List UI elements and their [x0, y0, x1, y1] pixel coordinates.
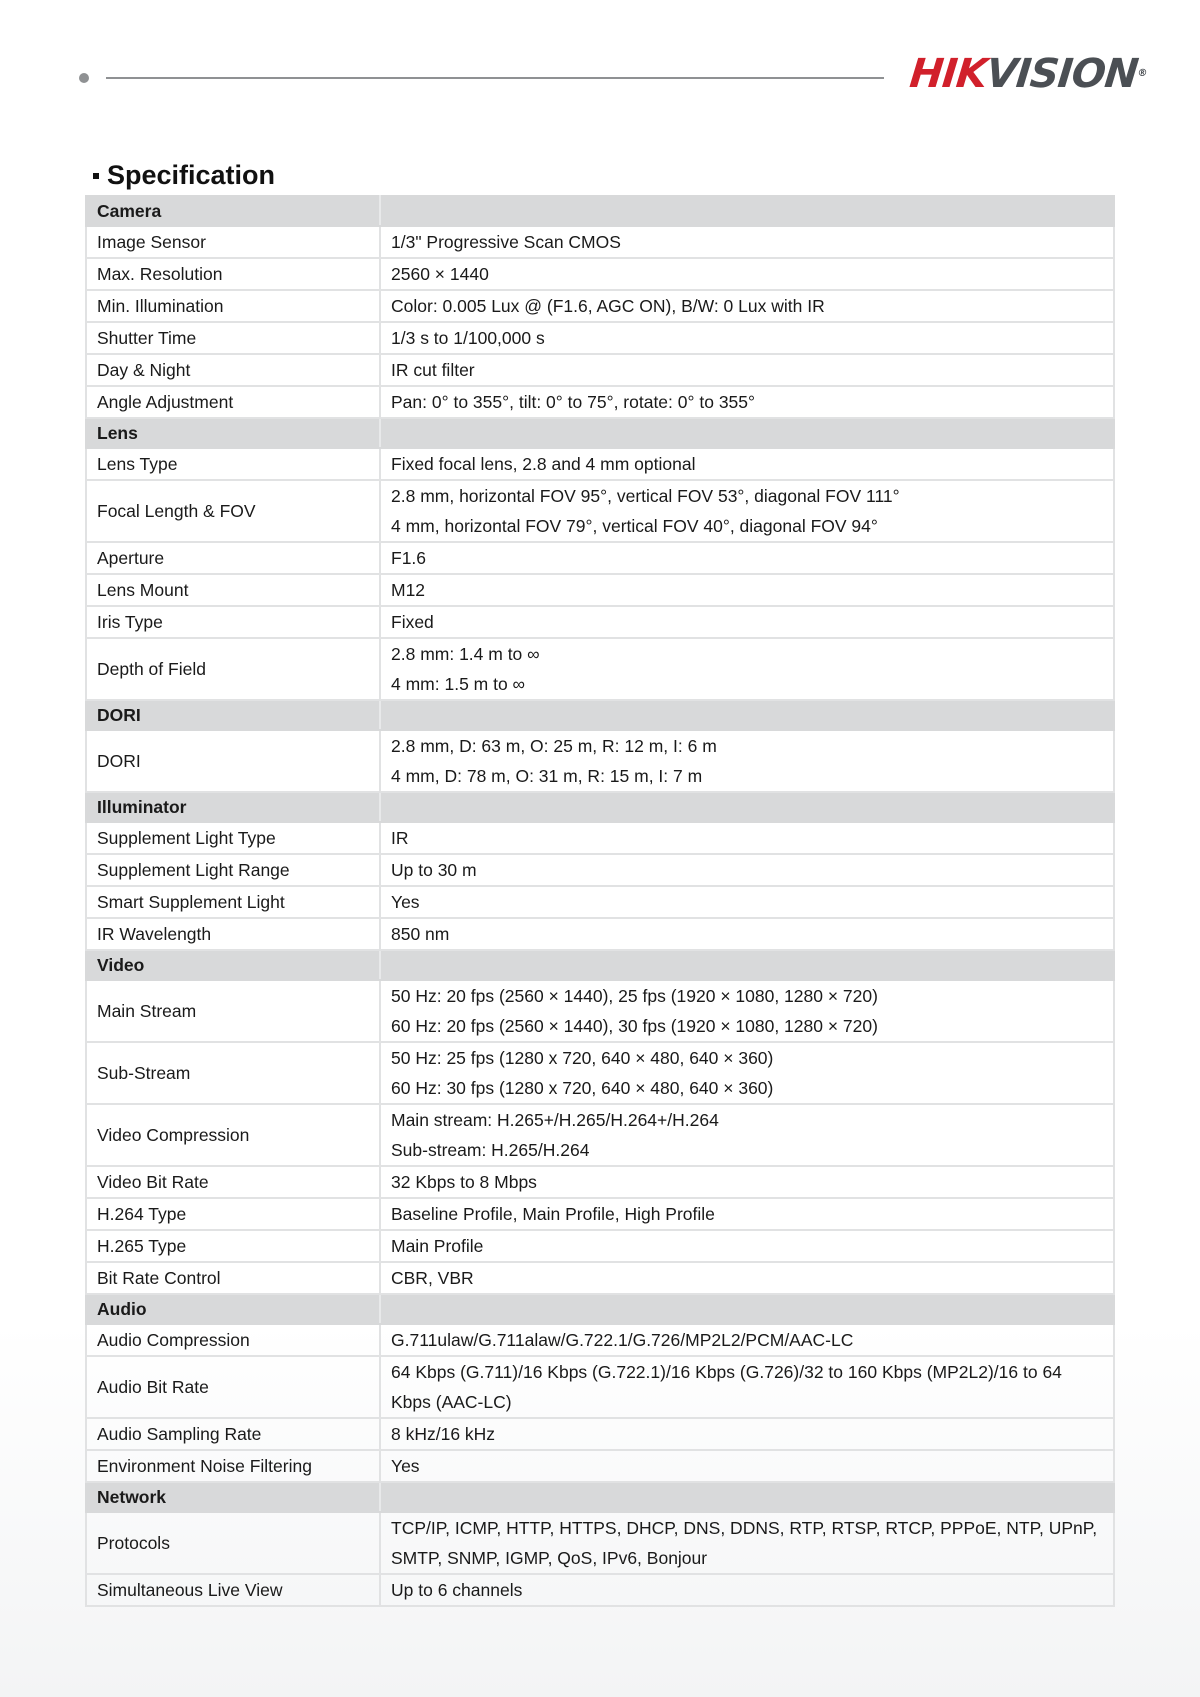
- spec-row: [86, 638, 1114, 700]
- spec-row: [86, 980, 1114, 1042]
- spec-label: Environment Noise Filtering: [86, 1450, 380, 1482]
- spec-value: [380, 290, 1114, 322]
- spec-row: [86, 1166, 1114, 1198]
- spec-row: [86, 1230, 1114, 1262]
- spec-value-line: 2560 × 1440: [391, 264, 489, 284]
- spec-row: [86, 322, 1114, 354]
- spec-value: [380, 606, 1114, 638]
- spec-label: Supplement Light Type: [86, 822, 380, 854]
- spec-value-line: Fixed focal lens, 2.8 and 4 mm optional: [391, 454, 696, 474]
- spec-row: [86, 1198, 1114, 1230]
- spec-value-line: 60 Hz: 20 fps (2560 × 1440), 30 fps (1920 × 1080, 1280 × 720): [391, 1016, 878, 1036]
- section-header-blank: [380, 950, 1114, 980]
- section-header-row: [86, 1294, 1114, 1324]
- spec-label: Sub-Stream: [86, 1042, 380, 1104]
- spec-row: [86, 448, 1114, 480]
- spec-value: [380, 480, 1114, 542]
- spec-value-line: 64 Kbps (G.711)/16 Kbps (G.722.1)/16 Kbps (G.726)/32 to 160 Kbps (MP2L2)/16 to 64: [391, 1362, 1062, 1382]
- spec-label: Max. Resolution: [86, 258, 380, 290]
- spec-value-line: 50 Hz: 20 fps (2560 × 1440), 25 fps (1920 × 1080, 1280 × 720): [391, 986, 878, 1006]
- spec-label: Image Sensor: [86, 226, 380, 258]
- spec-value: [380, 1418, 1114, 1450]
- spec-value: [380, 386, 1114, 418]
- spec-value-line: 1/3 s to 1/100,000 s: [391, 328, 545, 348]
- spec-row: [86, 574, 1114, 606]
- section-header: DORI: [86, 700, 380, 730]
- spec-value-line: Color: 0.005 Lux @ (F1.6, AGC ON), B/W: 0 Lux with IR: [391, 296, 825, 316]
- spec-value-line: TCP/IP, ICMP, HTTP, HTTPS, DHCP, DNS, DDNS, RTP, RTSP, RTCP, PPPoE, NTP, UPnP,: [391, 1518, 1098, 1538]
- spec-value-line: F1.6: [391, 548, 427, 568]
- spec-label: Video Bit Rate: [86, 1166, 380, 1198]
- spec-value: [380, 980, 1114, 1042]
- spec-value-line: 1/3" Progressive Scan CMOS: [391, 232, 621, 252]
- spec-value-line: 60 Hz: 30 fps (1280 x 720, 640 × 480, 640 × 360): [391, 1078, 774, 1098]
- section-header-blank: [380, 196, 1114, 226]
- spec-value-line: Fixed: [391, 612, 434, 632]
- spec-label: Focal Length & FOV: [86, 480, 380, 542]
- spec-value-line: 850 nm: [391, 924, 450, 944]
- spec-value: [380, 1166, 1114, 1198]
- spec-label: Depth of Field: [86, 638, 380, 700]
- spec-label: H.264 Type: [86, 1198, 380, 1230]
- spec-row: [86, 1512, 1114, 1574]
- spec-value: [380, 918, 1114, 950]
- spec-label: Supplement Light Range: [86, 854, 380, 886]
- hikvision-logo: [908, 52, 1149, 96]
- spec-value-line: Main Profile: [391, 1236, 484, 1256]
- section-header-row: [86, 196, 1114, 226]
- section-header-blank: [380, 418, 1114, 448]
- spec-value-line: Up to 30 m: [391, 860, 477, 880]
- spec-label: Iris Type: [86, 606, 380, 638]
- spec-value: [380, 730, 1114, 792]
- page-title: [93, 160, 275, 191]
- spec-label: Angle Adjustment: [86, 386, 380, 418]
- spec-value: [380, 1104, 1114, 1166]
- spec-row: [86, 1574, 1114, 1606]
- section-header: Video: [86, 950, 380, 980]
- spec-row: [86, 918, 1114, 950]
- spec-value-line: 2.8 mm, D: 63 m, O: 25 m, R: 12 m, I: 6 m: [391, 736, 717, 756]
- spec-label: Lens Mount: [86, 574, 380, 606]
- section-header-blank: [380, 1482, 1114, 1512]
- spec-value: [380, 354, 1114, 386]
- section-header-row: [86, 950, 1114, 980]
- spec-value: [380, 448, 1114, 480]
- page-title-text: Specification: [107, 160, 276, 190]
- spec-value-line: 2.8 mm: 1.4 m to ∞: [391, 644, 540, 664]
- spec-value: [380, 1450, 1114, 1482]
- spec-value-line: 4 mm, D: 78 m, O: 31 m, R: 15 m, I: 7 m: [391, 766, 703, 786]
- spec-value-line: 50 Hz: 25 fps (1280 x 720, 640 × 480, 640 × 360): [391, 1048, 774, 1068]
- spec-value: [380, 1042, 1114, 1104]
- spec-value: [380, 1262, 1114, 1294]
- spec-label: Min. Illumination: [86, 290, 380, 322]
- section-header-blank: [380, 792, 1114, 822]
- section-header-row: [86, 1482, 1114, 1512]
- spec-value-line: 32 Kbps to 8 Mbps: [391, 1172, 537, 1192]
- square-bullet-icon: [93, 173, 99, 179]
- section-header-blank: [380, 700, 1114, 730]
- section-header: Lens: [86, 418, 380, 448]
- spec-value: [380, 822, 1114, 854]
- spec-value: [380, 638, 1114, 700]
- spec-value: [380, 574, 1114, 606]
- spec-value: [380, 1574, 1114, 1606]
- spec-value: [380, 1198, 1114, 1230]
- spec-row: [86, 886, 1114, 918]
- registered-mark: ®: [1136, 68, 1148, 79]
- spec-row: [86, 822, 1114, 854]
- spec-row: [86, 1450, 1114, 1482]
- spec-value-line: 8 kHz/16 kHz: [391, 1424, 496, 1444]
- spec-label: Audio Bit Rate: [86, 1356, 380, 1418]
- spec-value: [380, 322, 1114, 354]
- spec-value: [380, 854, 1114, 886]
- section-header-row: [86, 792, 1114, 822]
- spec-value-line: Main stream: H.265+/H.265/H.264+/H.264: [391, 1110, 719, 1130]
- spec-value: [380, 226, 1114, 258]
- spec-value-line: Up to 6 channels: [391, 1580, 523, 1600]
- spec-row: [86, 542, 1114, 574]
- spec-label: Lens Type: [86, 448, 380, 480]
- spec-label: Audio Compression: [86, 1324, 380, 1356]
- logo-text-red: HIK: [907, 51, 989, 97]
- section-header: Network: [86, 1482, 380, 1512]
- spec-row: [86, 1104, 1114, 1166]
- spec-label: Shutter Time: [86, 322, 380, 354]
- spec-value: [380, 886, 1114, 918]
- spec-value: [380, 1356, 1114, 1418]
- spec-row: [86, 730, 1114, 792]
- spec-value-line: Baseline Profile, Main Profile, High Profile: [391, 1204, 715, 1224]
- section-header: Camera: [86, 196, 380, 226]
- section-header: Audio: [86, 1294, 380, 1324]
- spec-row: [86, 606, 1114, 638]
- spec-label: Protocols: [86, 1512, 380, 1574]
- spec-label: Aperture: [86, 542, 380, 574]
- spec-row: [86, 480, 1114, 542]
- spec-label: Smart Supplement Light: [86, 886, 380, 918]
- spec-row: [86, 386, 1114, 418]
- spec-row: [86, 354, 1114, 386]
- spec-value-line: CBR, VBR: [391, 1268, 474, 1288]
- section-header: Illuminator: [86, 792, 380, 822]
- section-header-row: [86, 700, 1114, 730]
- section-header-row: [86, 418, 1114, 448]
- header-rule: [106, 77, 884, 79]
- spec-value: [380, 1324, 1114, 1356]
- spec-label: DORI: [86, 730, 380, 792]
- spec-row: [86, 258, 1114, 290]
- spec-row: [86, 1262, 1114, 1294]
- spec-value-line: Yes: [391, 892, 420, 912]
- section-header-blank: [380, 1294, 1114, 1324]
- spec-value-line: G.711ulaw/G.711alaw/G.722.1/G.726/MP2L2/PCM/AAC-LC: [391, 1330, 854, 1350]
- spec-row: [86, 854, 1114, 886]
- spec-label: Bit Rate Control: [86, 1262, 380, 1294]
- spec-value: [380, 1230, 1114, 1262]
- spec-value-line: Sub-stream: H.265/H.264: [391, 1140, 590, 1160]
- spec-value: [380, 1512, 1114, 1574]
- spec-value: [380, 542, 1114, 574]
- spec-row: [86, 290, 1114, 322]
- spec-label: Video Compression: [86, 1104, 380, 1166]
- spec-label: H.265 Type: [86, 1230, 380, 1262]
- spec-label: IR Wavelength: [86, 918, 380, 950]
- spec-value-line: 4 mm: 1.5 m to ∞: [391, 674, 526, 694]
- spec-value-line: Kbps (AAC-LC): [391, 1392, 512, 1412]
- header-dot: [79, 73, 89, 83]
- spec-value-line: IR cut filter: [391, 360, 475, 380]
- spec-value-line: 4 mm, horizontal FOV 79°, vertical FOV 40°, diagonal FOV 94°: [391, 516, 878, 536]
- spec-row: [86, 1042, 1114, 1104]
- spec-label: Simultaneous Live View: [86, 1574, 380, 1606]
- spec-row: [86, 1418, 1114, 1450]
- logo-text-grey: VISION: [983, 51, 1140, 97]
- spec-row: [86, 226, 1114, 258]
- spec-value-line: 2.8 mm, horizontal FOV 95°, vertical FOV 53°, diagonal FOV 111°: [391, 486, 900, 506]
- spec-label: Main Stream: [86, 980, 380, 1042]
- spec-row: [86, 1356, 1114, 1418]
- spec-row: [86, 1324, 1114, 1356]
- spec-label: Audio Sampling Rate: [86, 1418, 380, 1450]
- spec-value-line: Pan: 0° to 355°, tilt: 0° to 75°, rotate: 0° to 355°: [391, 392, 756, 412]
- spec-value-line: Yes: [391, 1456, 420, 1476]
- spec-label: Day & Night: [86, 354, 380, 386]
- spec-value-line: SMTP, SNMP, IGMP, QoS, IPv6, Bonjour: [391, 1548, 708, 1568]
- spec-value-line: M12: [391, 580, 426, 600]
- spec-value-line: IR: [391, 828, 409, 848]
- spec-value: [380, 258, 1114, 290]
- specification-table: [85, 195, 1115, 1607]
